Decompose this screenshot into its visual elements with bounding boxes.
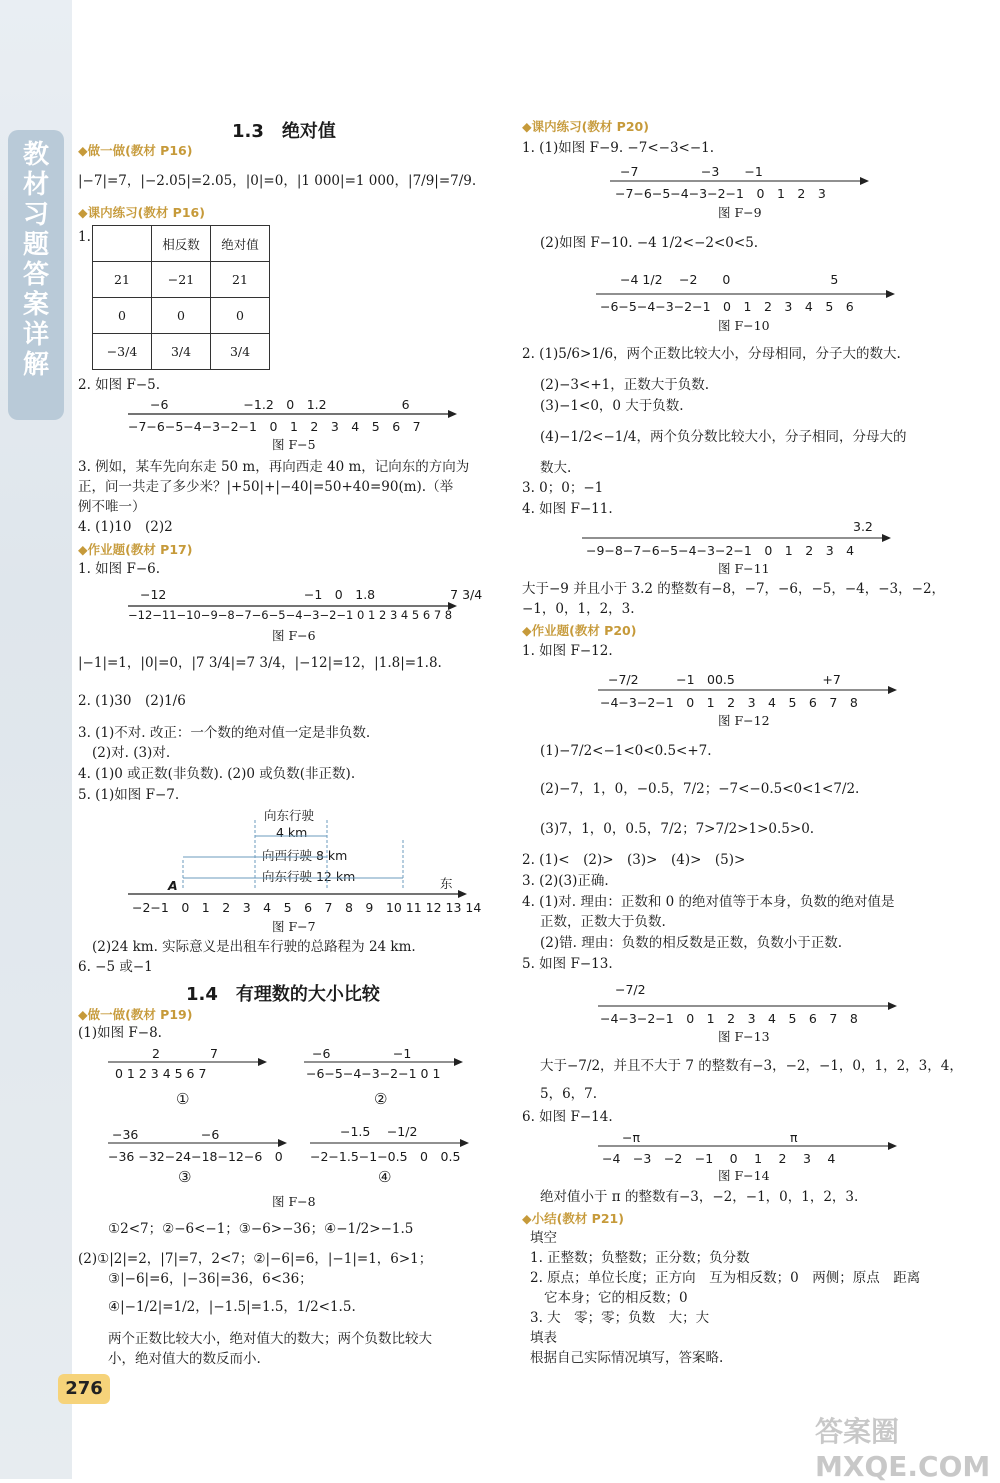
numberline-labels: −7 −3 −1 [620, 164, 763, 179]
text-line: 3. 0；0；−1 [522, 480, 604, 496]
text-line: ③|−6|=6，|−36|=36，6<36； [108, 1271, 313, 1287]
numberline-ticks: −12−11−10−9−8−7−6−5−4−3−2−1 0 1 2 3 4 5 6 7 8 [128, 608, 453, 622]
figure-caption: 图 F−7 [272, 919, 316, 934]
text-line: 填空 [530, 1230, 557, 1246]
side-char: 材 [22, 170, 49, 200]
table-row [93, 298, 270, 334]
numberline-ticks: −2−1.5−1−0.5 0 0.5 [310, 1149, 461, 1164]
fig7-east-label: 东 [440, 876, 453, 891]
section-header: ◆做一做(教材 P19) [78, 1007, 193, 1022]
text-line: 3. 大 零；零；负数 大；大 [530, 1310, 710, 1326]
side-char: 教 [22, 140, 49, 170]
figure-caption: 图 F−14 [718, 1168, 770, 1183]
figure-caption: 图 F−12 [718, 713, 770, 728]
text-line: (1)如图 F−8. [78, 1025, 162, 1041]
text-line: |−1|=1，|0|=0，|7 3/4|=7 3/4，|−12|=12，|1.8|=1.8. [78, 655, 442, 671]
text-line: |−7|=7，|−2.05|=2.05，|0|=0，|1 000|=1 000，|7/9|=7/9. [78, 173, 477, 189]
section-title-1-4: 1.4 有理数的大小比较 [186, 984, 380, 1005]
text-line: 两个正数比较大小，绝对值大的数大；两个负数比较大 [108, 1331, 432, 1347]
figure-caption: 图 F−13 [718, 1029, 770, 1044]
text-line: 填表 [530, 1330, 557, 1346]
table-cell: 0 [211, 298, 270, 334]
numberline-ticks: −7−6−5−4−3−2−1 0 1 2 3 [615, 186, 826, 201]
table-cell: 0 [152, 298, 211, 334]
figure-caption: 图 F−6 [272, 628, 316, 643]
numberline-labels: −π π [622, 1130, 798, 1145]
text-line: 5. (1)如图 F−7. [78, 787, 180, 803]
fig7-point-A: A [168, 878, 178, 893]
text-line: 2. (1)< (2)> (3)> (4)> (5)> [522, 852, 746, 868]
text-line: 2. 如图 F−5. [78, 377, 161, 393]
text-line: 3. (1)不对. 改正：一个数的绝对值一定是非负数. [78, 725, 371, 741]
text-line: 5. 如图 F−13. [522, 956, 613, 972]
text-line: 1. 正整数；负整数；正分数；负分数 [530, 1250, 750, 1266]
text-line: (1)−7/2<−1<0<0.5<+7. [540, 743, 712, 759]
numberline-labels: −4 1/2 −2 0 5 [620, 272, 839, 287]
text-line: 它本身；它的相反数；0 [544, 1290, 688, 1306]
numberline-labels: 3.2 [853, 519, 873, 534]
table-row [93, 262, 270, 298]
text-line: 例不唯一） [78, 499, 146, 515]
figure-caption: 图 F−10 [718, 318, 770, 333]
side-tab [8, 130, 64, 420]
graph-id: ② [374, 1090, 388, 1108]
side-char: 习 [22, 200, 49, 230]
numberline-ticks: −6−5−4−3−2−1 0 1 [306, 1066, 441, 1081]
table-row [93, 226, 270, 262]
numberline-labels: −1.5 −1/2 [340, 1124, 418, 1139]
table-cell: 绝对值 [211, 226, 270, 262]
text-line: 数大. [540, 460, 572, 476]
text-line: 4. (1)10 (2)2 [78, 519, 173, 535]
section-title-1-3: 1.3 绝对值 [232, 121, 336, 142]
graph-id: ③ [178, 1168, 192, 1186]
numberline-ticks: −36 −32−24−18−12−6 0 [108, 1149, 283, 1164]
text-line: (2)−7，1，0，−0.5，7/2；−7<−0.5<0<1<7/2. [540, 781, 860, 797]
text-line: (2)24 km. 实际意义是出租车行驶的总路程为 24 km. [92, 939, 416, 955]
text-line: 小，绝对值大的数反而小. [108, 1351, 261, 1367]
numberline-ticks: −2−1 0 1 2 3 4 5 6 7 8 9 10 11 12 13 14 [132, 900, 482, 915]
text-line: 大于−9 并且小于 3.2 的整数有−8，−7，−6，−5，−4，−3，−2， [522, 581, 946, 597]
text-line: 4. (1)0 或正数(非负数). (2)0 或负数(非正数). [78, 766, 356, 782]
text-line: (2)如图 F−10. −4 1/2<−2<0<5. [540, 235, 759, 251]
numberline-labels: −36 −6 [112, 1127, 220, 1142]
text-line: (2)对. (3)对. [92, 745, 171, 761]
fig7-label: 向东行驶 [264, 808, 315, 823]
section-header: ◆课内练习(教材 P16) [78, 205, 205, 220]
fig7-travel-arrows [175, 820, 415, 890]
table-cell [93, 226, 152, 262]
text-line: 1. 如图 F−12. [522, 643, 613, 659]
text-line: 3. 例如，某车先向东走 50 m，再向西走 40 m，记向东的方向为 [78, 459, 470, 475]
text-line: 2. (1)30 (2)1/6 [78, 693, 186, 709]
fig7-label: 向东行驶 12 km [262, 869, 356, 884]
table-cell: 21 [211, 262, 270, 298]
side-char: 解 [22, 350, 49, 380]
table-cell: 相反数 [152, 226, 211, 262]
side-char: 详 [22, 320, 49, 350]
figure-caption: 图 F−9 [718, 205, 762, 220]
numberline-labels: 2 7 [152, 1046, 218, 1061]
text-line: 根据自己实际情况填写，答案略. [530, 1350, 724, 1366]
fig7-label: 4 km [276, 825, 308, 840]
section-header: ◆课内练习(教材 P20) [522, 119, 649, 134]
numberline-ticks: −9−8−7−6−5−4−3−2−1 0 1 2 3 4 [586, 543, 855, 558]
watermark: 答案圈 MXQE.COM [815, 1415, 991, 1483]
section-header: ◆小结(教材 P21) [522, 1211, 624, 1226]
text-line: 2. 原点；单位长度；正方向 互为相反数；0 两侧；原点 距离 [530, 1270, 921, 1286]
numberline-labels: −6 −1.2 0 1.2 6 [150, 397, 410, 412]
text-line: 1. 如图 F−6. [78, 561, 161, 577]
numberline-labels: −7/2 [615, 982, 646, 997]
text-line: 6. −5 或−1 [78, 959, 153, 975]
side-char: 题 [22, 230, 49, 260]
text-line: (3)−1<0，0 大于负数. [540, 398, 684, 414]
table-cell: −3/4 [93, 334, 152, 370]
section-header: ◆作业题(教材 P20) [522, 623, 637, 638]
item-number: 1. [78, 229, 91, 245]
numberline-ticks: −4 −3 −2 −1 0 1 2 3 4 [602, 1151, 836, 1166]
graph-id: ④ [378, 1168, 392, 1186]
numberline-ticks: −6−5−4−3−2−1 0 1 2 3 4 5 6 [600, 299, 854, 314]
section-header: ◆做一做(教材 P16) [78, 143, 193, 158]
side-char: 案 [22, 290, 49, 320]
numberline-labels: −6 −1 [312, 1046, 412, 1061]
text-line: 3. (2)(3)正确. [522, 873, 609, 889]
text-line: (4)−1/2<−1/4，两个负分数比较大小，分子相同，分母大的 [540, 429, 907, 445]
numberline-ticks: −4−3−2−1 0 1 2 3 4 5 6 7 8 [600, 695, 858, 710]
figure-caption: 图 F−8 [272, 1194, 316, 1209]
text-line: (2)①|2|=2，|7|=7，2<7；②|−6|=6，|−1|=1，6>1； [78, 1251, 433, 1267]
text-line: (2)错. 理由：负数的相反数是正数，负数小于正数. [540, 935, 842, 951]
answer-table [92, 225, 270, 370]
page-number: 276 [58, 1374, 110, 1404]
figure-caption: 图 F−11 [718, 561, 770, 576]
text-line: ①2<7；②−6<−1；③−6>−36；④−1/2>−1.5 [108, 1221, 414, 1237]
graph-id: ① [176, 1090, 190, 1108]
figure-caption: 图 F−5 [272, 437, 316, 452]
text-line: 1. (1)如图 F−9. −7<−3<−1. [522, 140, 715, 156]
table-cell: 21 [93, 262, 152, 298]
table-cell: 3/4 [152, 334, 211, 370]
text-line: 2. (1)5/6>1/6，两个正数比较大小，分母相同，分子大的数大. [522, 346, 901, 362]
table-cell: −21 [152, 262, 211, 298]
text-line: 6. 如图 F−14. [522, 1109, 613, 1125]
side-char: 答 [22, 260, 49, 290]
section-header: ◆作业题(教材 P17) [78, 542, 193, 557]
text-line: 绝对值小于 π 的整数有−3，−2，−1，0，1，2，3. [540, 1189, 859, 1205]
numberline-labels: −7/2 −1 00.5 +7 [608, 672, 841, 687]
numberline-ticks: 0 1 2 3 4 5 6 7 [115, 1066, 207, 1081]
text-line: 正数，正数大于负数. [540, 914, 666, 930]
text-line: 4. (1)对. 理由：正数和 0 的绝对值等于本身，负数的绝对值是 [522, 894, 895, 910]
table-row [93, 334, 270, 370]
text-line: 大于−7/2，并且不大于 7 的整数有−3，−2，−1，0，1，2，3，4， [540, 1058, 963, 1074]
text-line: 4. 如图 F−11. [522, 501, 613, 517]
text-line: 5，6，7. [540, 1086, 598, 1102]
text-line: ④|−1/2|=1/2，|−1.5|=1.5，1/2<1.5. [108, 1299, 356, 1315]
text-line: (2)−3<+1，正数大于负数. [540, 377, 710, 393]
table-cell: 0 [93, 298, 152, 334]
table-cell: 3/4 [211, 334, 270, 370]
numberline-ticks: −7−6−5−4−3−2−1 0 1 2 3 4 5 6 7 [128, 419, 421, 434]
fig7-label: 向西行驶 8 km [262, 848, 348, 863]
numberline-labels: −12 −1 0 1.8 7 3/4 [140, 587, 483, 602]
text-line: 正，问一共走了多少米？|+50|+|−40|=50+40=90(m).（举 [78, 479, 454, 495]
text-line: (3)7，1，0，0.5，7/2；7>7/2>1>0.5>0. [540, 821, 815, 837]
numberline-ticks: −4−3−2−1 0 1 2 3 4 5 6 7 8 [600, 1011, 858, 1026]
text-line: −1，0，1，2，3. [522, 601, 635, 617]
